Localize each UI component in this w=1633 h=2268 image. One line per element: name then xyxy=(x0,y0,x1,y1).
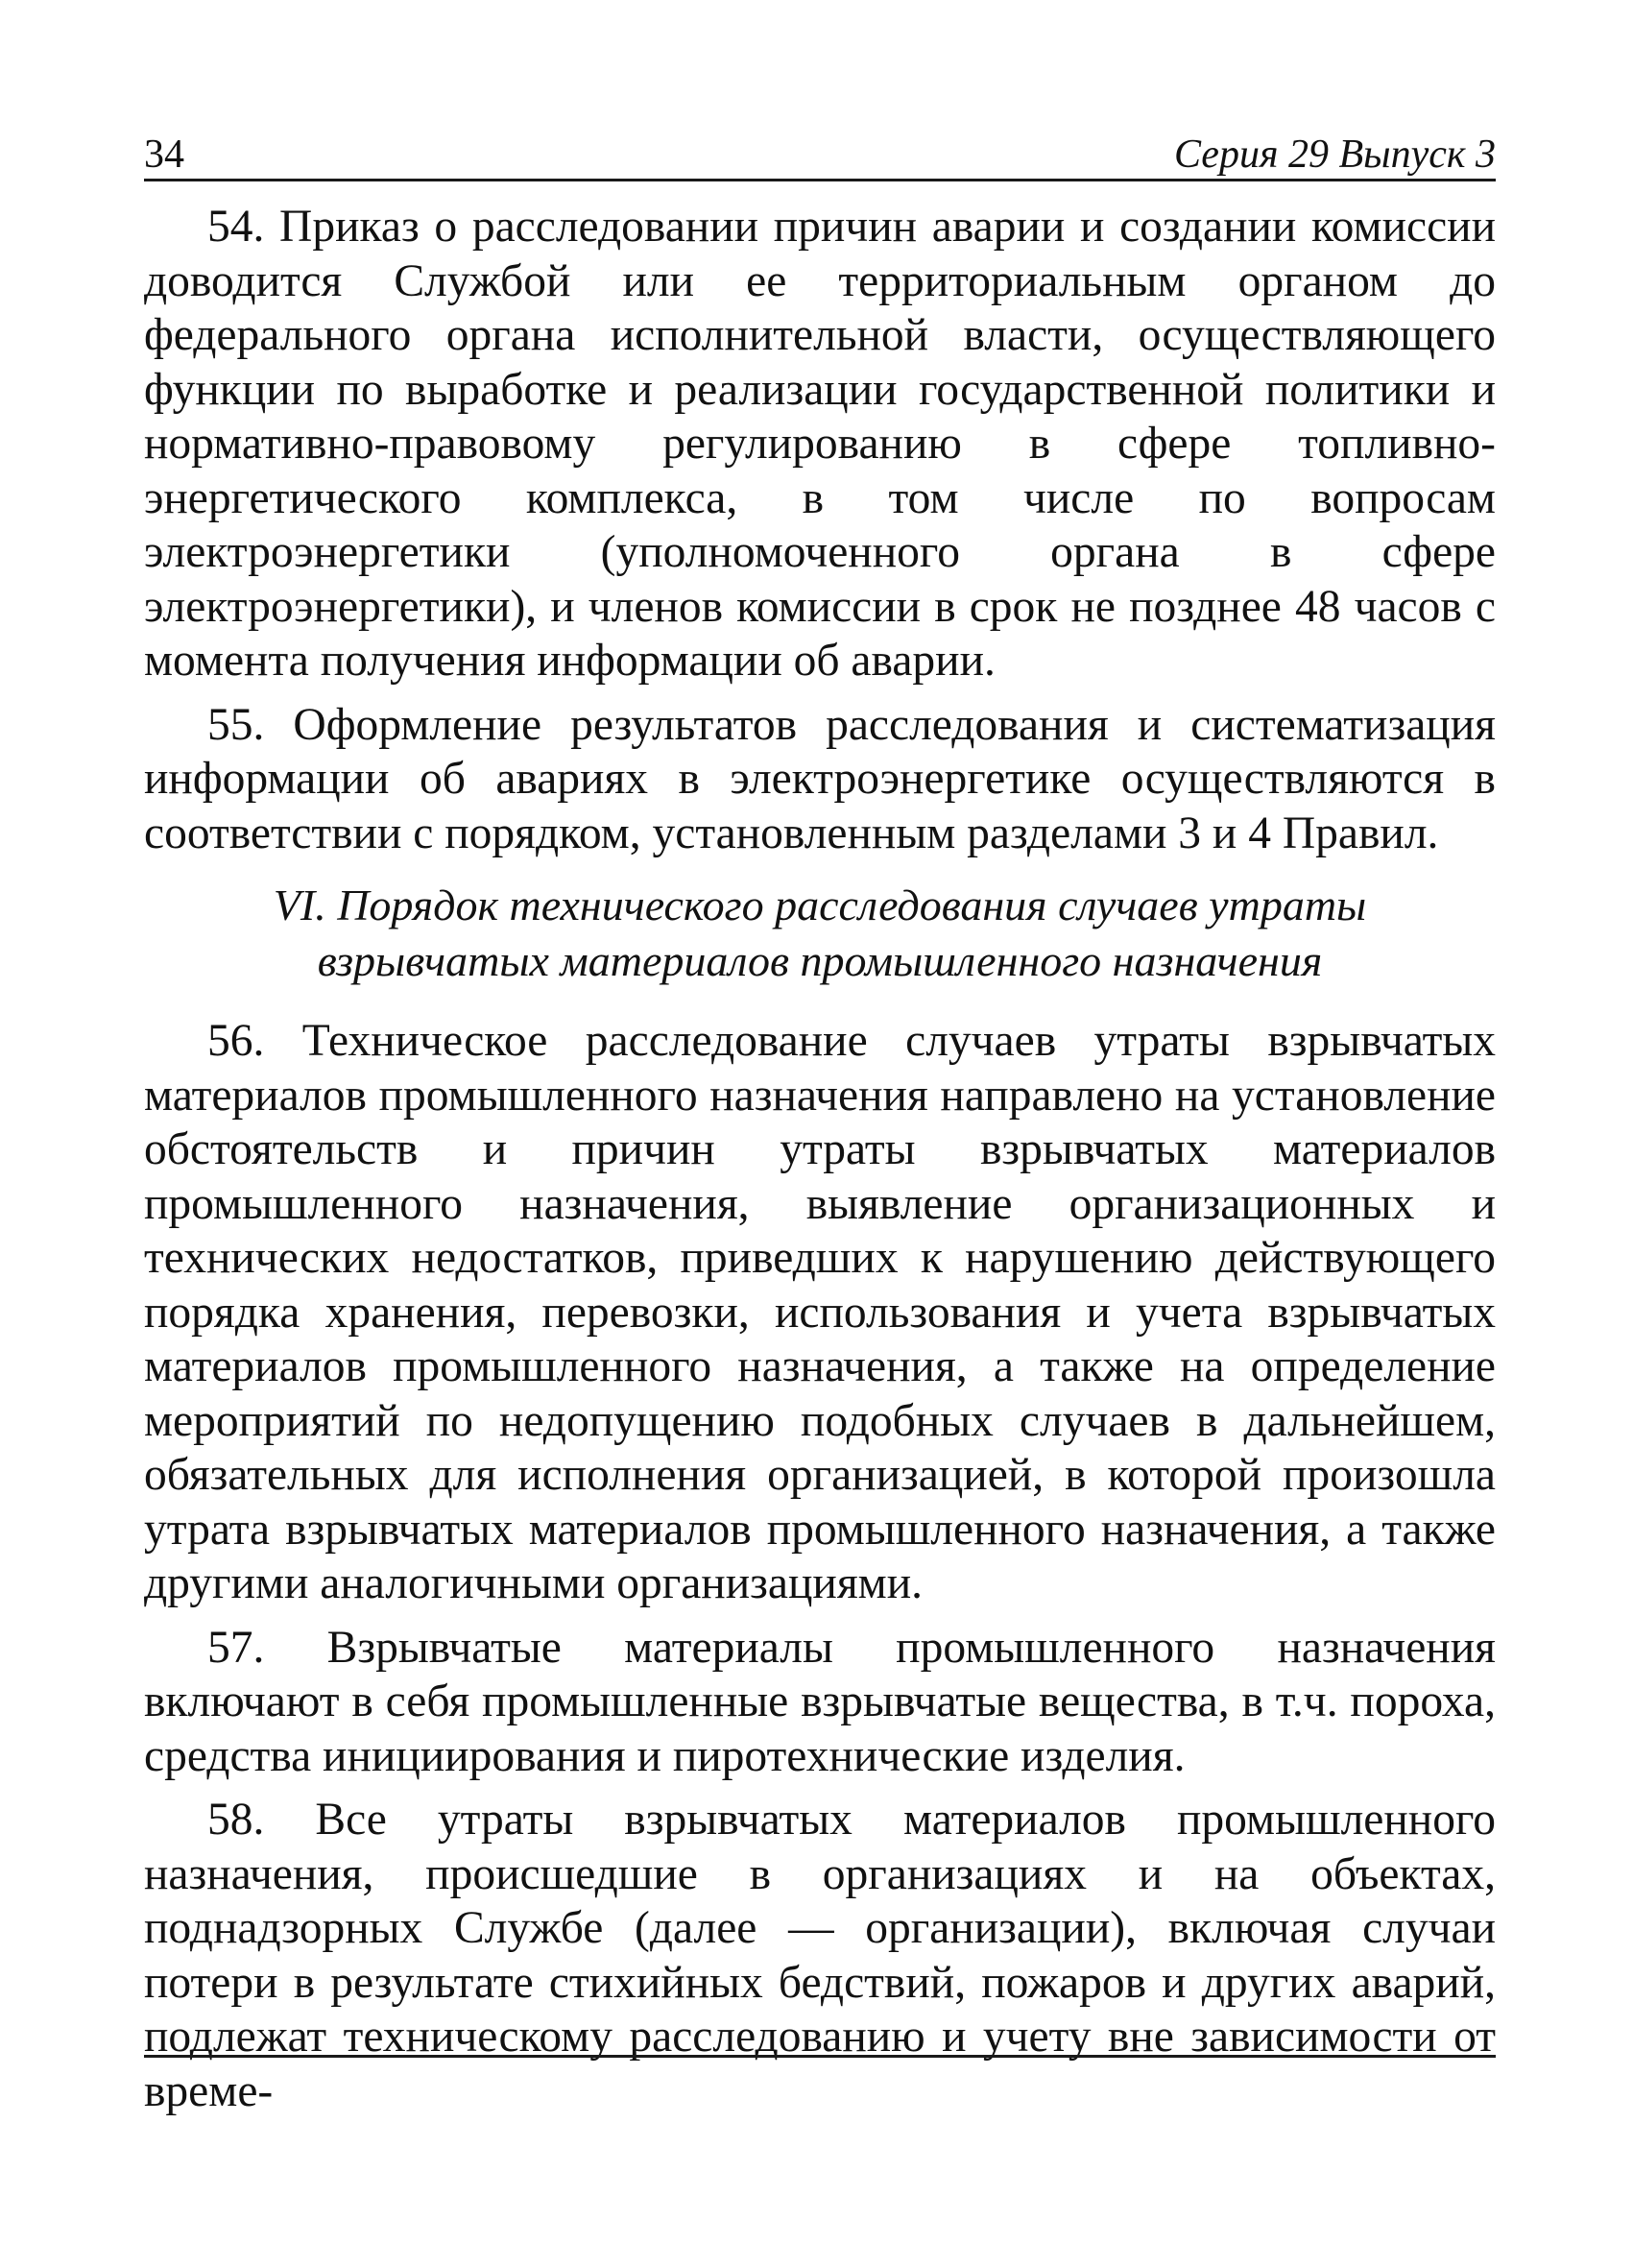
paragraph-54: 54. Приказ о расследовании причин аварии и создании комиссии доводится Службой или ее территориальным органом до федерального органа исполнительной власти, осуществляющего функции по выработке и реализации государственной политики и нормативно-правовому регулированию в сфере топливно-энергетического комплекса, в том числе по вопросам электроэнергетики (уполномоченного органа в сфере электроэнергетики), и членов комиссии в срок не позднее 48 часов с момента получения информации об аварии. xyxy=(144,202,1496,686)
page-header xyxy=(144,123,1496,181)
section-heading xyxy=(144,878,1496,989)
page-number: 34 xyxy=(144,133,184,177)
paragraph-57: 57. Взрывчатые материалы промышленного назначения включают в себя промышленные взрывчатые вещества, в т.ч. пороха, средства инициирования и пиротехнические изделия. xyxy=(144,1622,1496,1781)
series-label: Серия 29 Выпуск 3 xyxy=(1174,133,1496,177)
page-body xyxy=(144,200,1496,2118)
paragraph-56: 56. Техническое расследование случаев утраты взрывчатых материалов промышленного назначения направлено на установление обстоятельств и причин утраты взрывчатых материалов промышленного назначения, выявление организационных и технических недостатков, приведших к нарушению действующего порядка хранения, перевозки, использования и учета взрывчатых материалов промышленного назначения, а также на определение мероприятий по недопущению подобных случаев в дальнейшем, обязательных для исполнения организацией, в которой произошла утрата взрывчатых материалов промышленного назначения, а также другими аналогичными организациями. xyxy=(144,1016,1496,1608)
footer-rule xyxy=(144,2055,1496,2058)
section-heading-line-1: VI. Порядок технического расследования случаев утраты xyxy=(273,881,1367,929)
paragraph-55: 55. Оформление результатов расследования и систематизация информации об авариях в электроэнергетике осуществляются в соответствии с порядком, установленным разделами 3 и 4 Правил. xyxy=(144,699,1496,858)
section-heading-line-2: взрывчатых материалов промышленного назначения xyxy=(317,936,1323,985)
paragraph-58: 58. Все утраты взрывчатых материалов промышленного назначения, происшедшие в организациях и на объектах, поднадзорных Службе (далее — организации), включая случаи потери в результате стихийных бедствий, пожаров и других аварий, подлежат техническому расследованию и учету вне зависимости от време- xyxy=(144,1795,1496,2116)
